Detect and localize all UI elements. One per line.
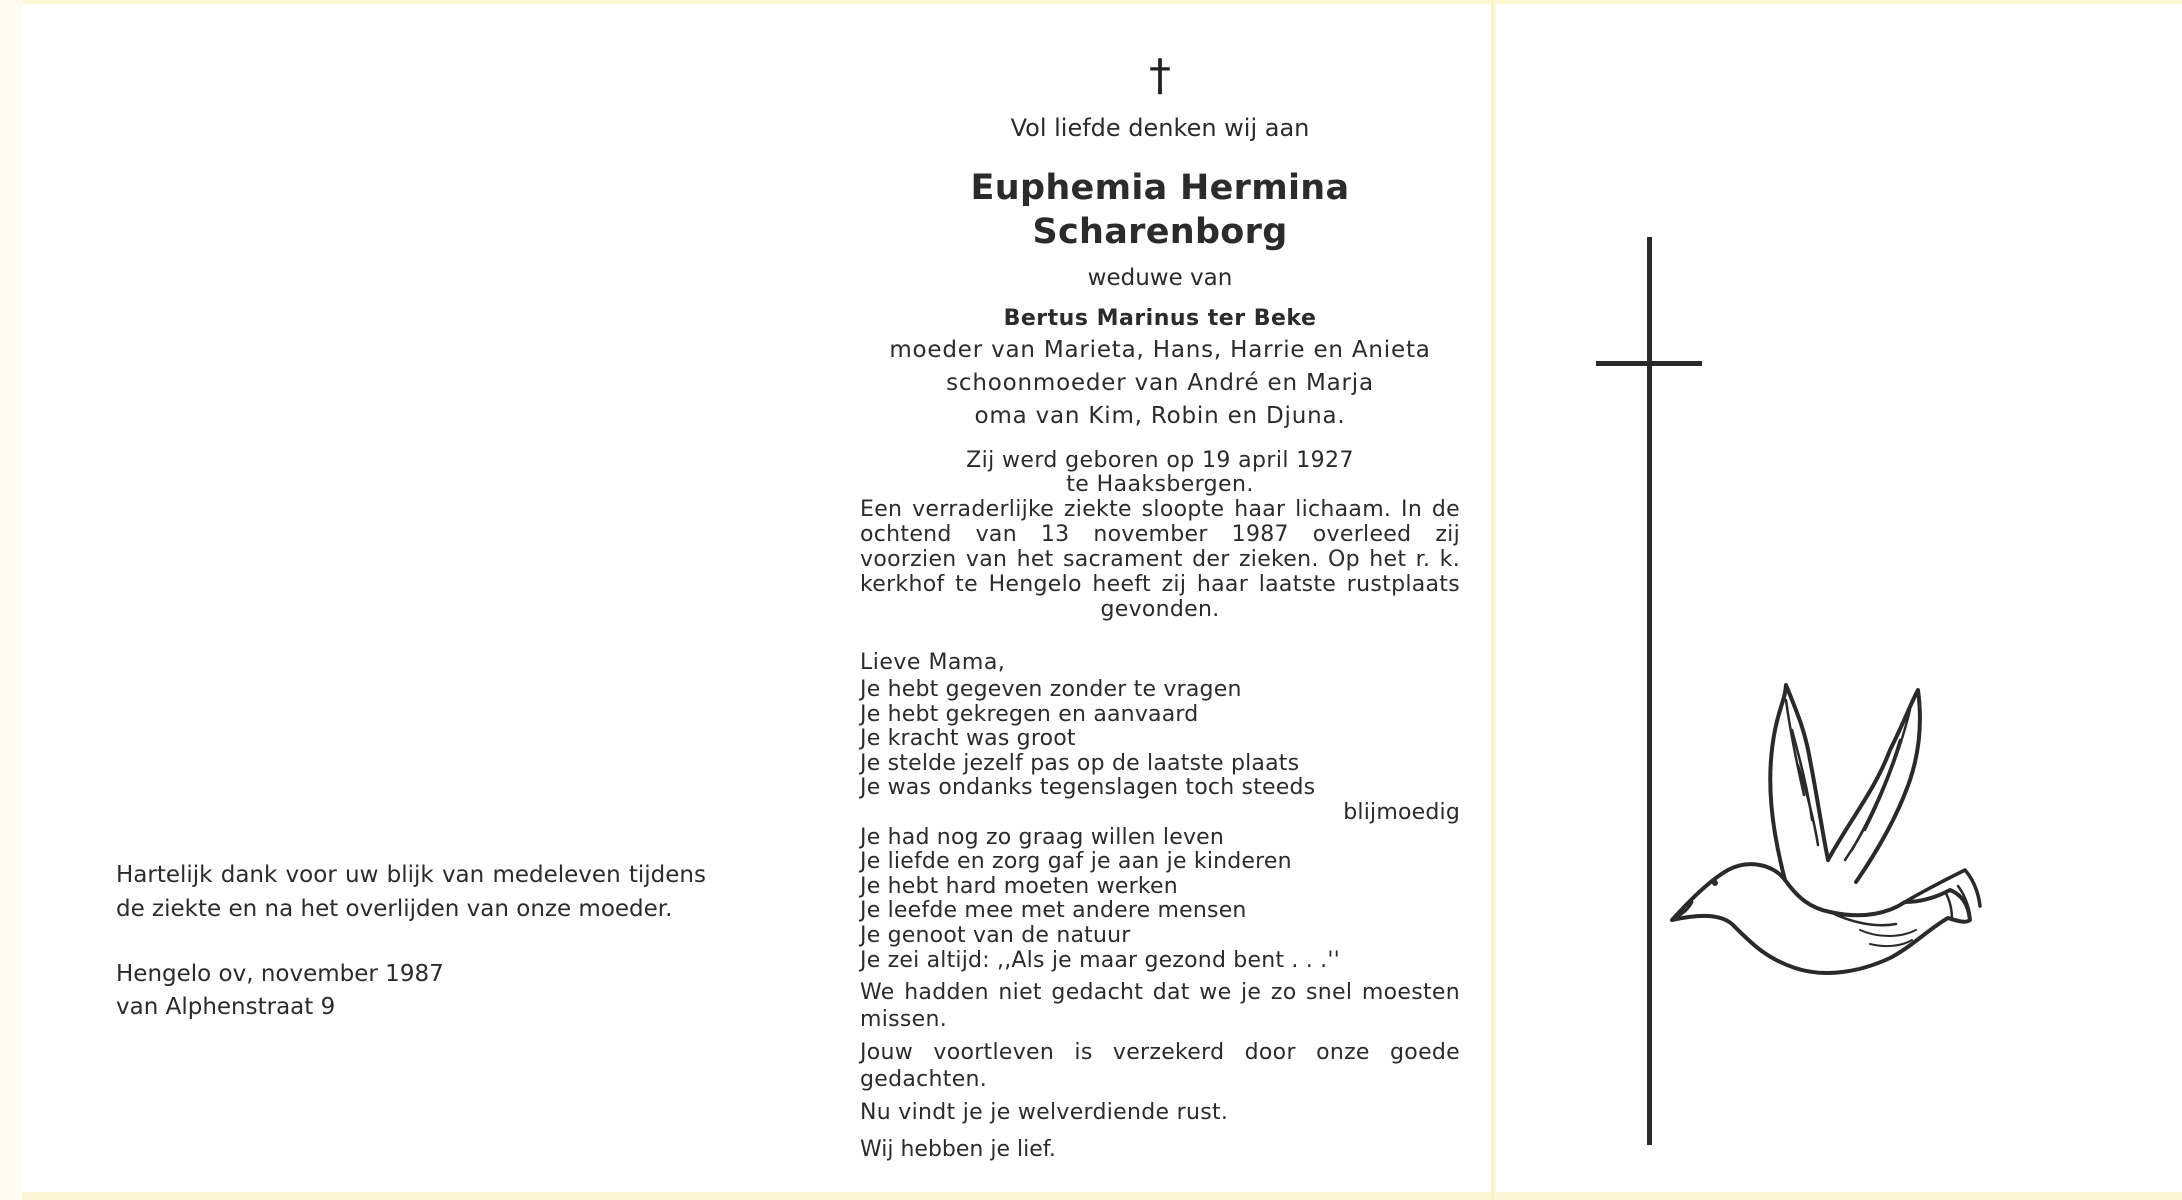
poem-line: Je hebt hard moeten werken bbox=[860, 873, 1178, 899]
closing-line: Jouw voortleven is verzekerd door onze goede gedachten. bbox=[860, 1040, 1460, 1093]
poem-line: Je kracht was groot bbox=[860, 726, 1076, 752]
poem-line: Je had nog zo graag willen leven bbox=[860, 824, 1225, 850]
sender-block bbox=[116, 958, 706, 1024]
intro-line: Vol liefde denken wij aan bbox=[1010, 114, 1310, 142]
poem-line: Je genoot van de natuur bbox=[860, 922, 1131, 948]
left-panel bbox=[116, 858, 706, 1024]
salutation: Lieve Mama, bbox=[860, 650, 1006, 675]
address: van Alphenstraat 9 bbox=[116, 994, 336, 1020]
paper-edge-bottom bbox=[0, 1192, 2182, 1200]
love-line: Wij hebben je lief. bbox=[860, 1137, 1056, 1163]
relation-line: oma van Kim, Robin en Djuna. bbox=[974, 403, 1346, 429]
relation-line: schoonmoeder van André en Marja bbox=[946, 370, 1374, 396]
dove-icon bbox=[1672, 685, 1980, 973]
closing-line: We hadden niet gedacht dat we je zo snel moesten missen. bbox=[860, 980, 1460, 1033]
widow-of-line: weduwe van bbox=[1087, 265, 1233, 291]
birth-line: Zij werd geboren op 19 april 1927 bbox=[966, 448, 1354, 473]
birth-place: te Haaksbergen. bbox=[1066, 472, 1254, 497]
poem-line: Je hebt gekregen en aanvaard bbox=[860, 701, 1199, 727]
poem-line: Je zei altijd: ,,Als je maar gezond bent . . .'' bbox=[860, 947, 1340, 973]
closing-line: Nu vindt je je welverdiende rust. bbox=[860, 1100, 1229, 1126]
poem-line: Je stelde jezelf pas op de laatste plaats bbox=[860, 750, 1300, 776]
paper-edge-top bbox=[0, 0, 2182, 4]
poem-line: Je leefde mee met andere mensen bbox=[860, 898, 1247, 924]
deceased-name: Euphemia Hermina Scharenborg bbox=[970, 168, 1350, 252]
cross-icon bbox=[1596, 237, 1702, 1145]
poem-line: Je hebt gegeven zonder te vragen bbox=[860, 677, 1242, 702]
spouse-name: Bertus Marinus ter Beke bbox=[1003, 306, 1317, 331]
right-panel-art bbox=[1560, 230, 2040, 1150]
small-cross-icon: † bbox=[1149, 50, 1171, 101]
thank-you-text: Hartelijk dank voor uw blijk van medeleven tijdens de ziekte en na het overlijden van onze moeder. bbox=[116, 862, 706, 922]
fold-shadow bbox=[1494, 0, 1496, 1200]
middle-panel bbox=[860, 48, 1460, 1164]
paper-edge-left bbox=[0, 0, 22, 1200]
relation-line: moeder van Marieta, Hans, Harrie en Anieta bbox=[889, 337, 1431, 363]
poem-line: Je was ondanks tegenslagen toch steeds bbox=[860, 775, 1316, 801]
place-date: Hengelo ov, november 1987 bbox=[116, 961, 444, 987]
poem-line-continued: blijmoedig bbox=[1343, 799, 1460, 825]
story-paragraph: Een verraderlijke ziekte sloopte haar lichaam. In de ochtend van 13 november 1987 overleed zij voorzien van het sacrament der zieken. Op het r. k. kerkhof te Hengelo heeft zij haar laatste rustplaats gevonden. bbox=[860, 497, 1460, 622]
poem-line: Je liefde en zorg gaf je aan je kinderen bbox=[860, 849, 1292, 875]
